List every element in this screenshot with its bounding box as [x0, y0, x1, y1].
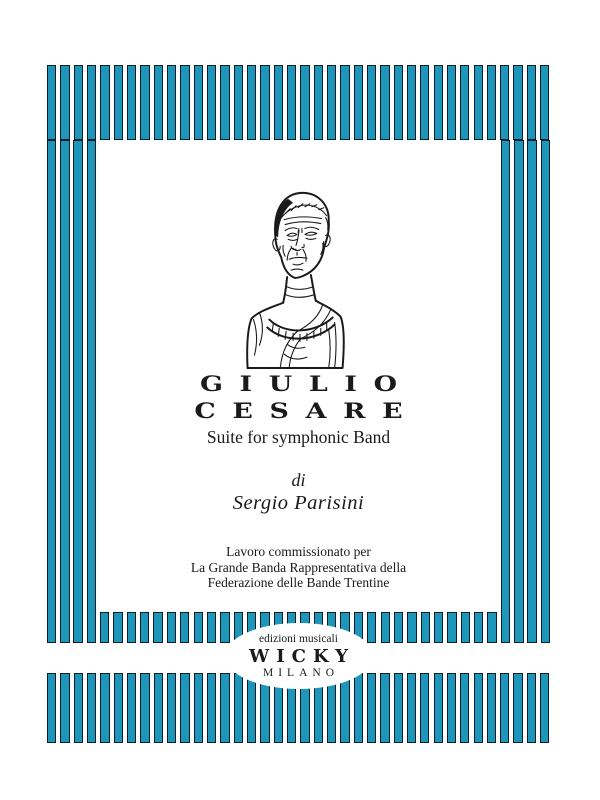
stripe: [434, 612, 443, 643]
striped-frame: [47, 65, 550, 743]
stripe: [87, 673, 96, 743]
stripe: [194, 65, 203, 140]
center-panel: [96, 140, 501, 643]
stripe: [527, 673, 536, 743]
stripe: [194, 612, 203, 643]
stripe: [300, 65, 309, 140]
stripe: [474, 612, 483, 643]
stripe: [153, 612, 162, 643]
stripe: [513, 673, 522, 743]
stripe: [340, 65, 349, 140]
stripe: [234, 65, 243, 140]
stripe: [500, 65, 509, 140]
composer-name: Sergio Parisini: [232, 492, 365, 514]
title-line-2: CESARE: [194, 398, 420, 423]
stripe: [100, 673, 109, 743]
stripe: [474, 673, 483, 743]
stripe: [461, 612, 470, 643]
stripe: [60, 65, 69, 140]
stripe: [421, 612, 430, 643]
stripe: [420, 673, 429, 743]
caesar-bust-illustration: [238, 184, 360, 377]
stripe: [60, 673, 69, 743]
stripe: [500, 673, 509, 743]
stripe: [114, 65, 123, 140]
stripe: [140, 65, 149, 140]
subtitle: Suite for symphonic Band: [206, 427, 391, 447]
stripe: [527, 65, 536, 140]
stripe: [207, 612, 216, 643]
stripe: [394, 65, 403, 140]
commission-line-1: Lavoro commissionato per: [226, 544, 371, 559]
stripe: [394, 612, 403, 643]
stripe: [180, 673, 189, 743]
stripe: [487, 673, 496, 743]
stripe: [260, 65, 269, 140]
stripe: [447, 612, 456, 643]
stripe: [140, 612, 149, 643]
stripe: [460, 673, 469, 743]
stripe: [100, 65, 109, 140]
stripe: [127, 673, 136, 743]
stripe: [180, 65, 189, 140]
stripe: [487, 65, 496, 140]
stripe: [100, 612, 109, 643]
stripe: [167, 673, 176, 743]
stripe: [354, 65, 363, 140]
stripe: [447, 673, 456, 743]
stripe: [420, 65, 429, 140]
stripe: [167, 612, 176, 643]
stripe: [367, 65, 376, 140]
stripe: [247, 65, 256, 140]
stripe: [513, 65, 522, 140]
stripe: [167, 65, 176, 140]
stripe: [327, 65, 336, 140]
stripe: [220, 673, 229, 743]
stripe: [74, 65, 83, 140]
stripe: [194, 673, 203, 743]
stripe: [207, 65, 216, 140]
stripe: [394, 673, 403, 743]
stripe: [127, 65, 136, 140]
middle-section: [47, 140, 550, 643]
stripe: [127, 612, 136, 643]
stripe: [274, 65, 283, 140]
stripe: [220, 612, 229, 643]
commission-line-2: La Grande Banda Rappresentativa della: [190, 559, 407, 575]
stripe: [287, 65, 296, 140]
stripe: [367, 612, 376, 643]
stripe: [447, 65, 456, 140]
publisher-city: MILANO: [263, 666, 339, 679]
stripe: [140, 673, 149, 743]
stripe: [114, 673, 123, 743]
stripe: [74, 673, 83, 743]
stripe: [381, 612, 390, 643]
title-line-1: GIULIO: [199, 371, 414, 396]
top-stripe-band: [47, 65, 550, 140]
stripe: [87, 65, 96, 140]
publisher-ellipse: [225, 623, 373, 689]
stripe: [407, 673, 416, 743]
by-label: di: [291, 470, 306, 490]
stripe: [234, 673, 243, 743]
stripe: [367, 673, 376, 743]
stripe: [380, 673, 389, 743]
commission-note: [96, 544, 501, 591]
stripe: [207, 673, 216, 743]
stripe: [460, 65, 469, 140]
stripe: [314, 65, 323, 140]
stripe: [407, 612, 416, 643]
stripe: [180, 612, 189, 643]
stripe: [247, 673, 256, 743]
stripe: [540, 673, 549, 743]
stripe: [154, 65, 163, 140]
publisher-tagline: edizioni musicali: [259, 632, 338, 645]
stripe: [407, 65, 416, 140]
stripe: [434, 673, 443, 743]
stripe: [113, 612, 122, 643]
stripe: [47, 65, 56, 140]
stripe: [434, 65, 443, 140]
stripe: [154, 673, 163, 743]
stripe: [380, 65, 389, 140]
publisher-name: WICKY: [249, 645, 355, 667]
stripe: [220, 65, 229, 140]
stripe: [474, 65, 483, 140]
julius-caesar-bust-drawing: [238, 184, 360, 372]
stripe: [540, 65, 549, 140]
stripe: [354, 673, 363, 743]
stripe: [487, 612, 496, 643]
stripe: [340, 673, 349, 743]
commission-line-3: Federazione delle Bande Trentine: [207, 575, 390, 590]
stripe: [47, 673, 56, 743]
